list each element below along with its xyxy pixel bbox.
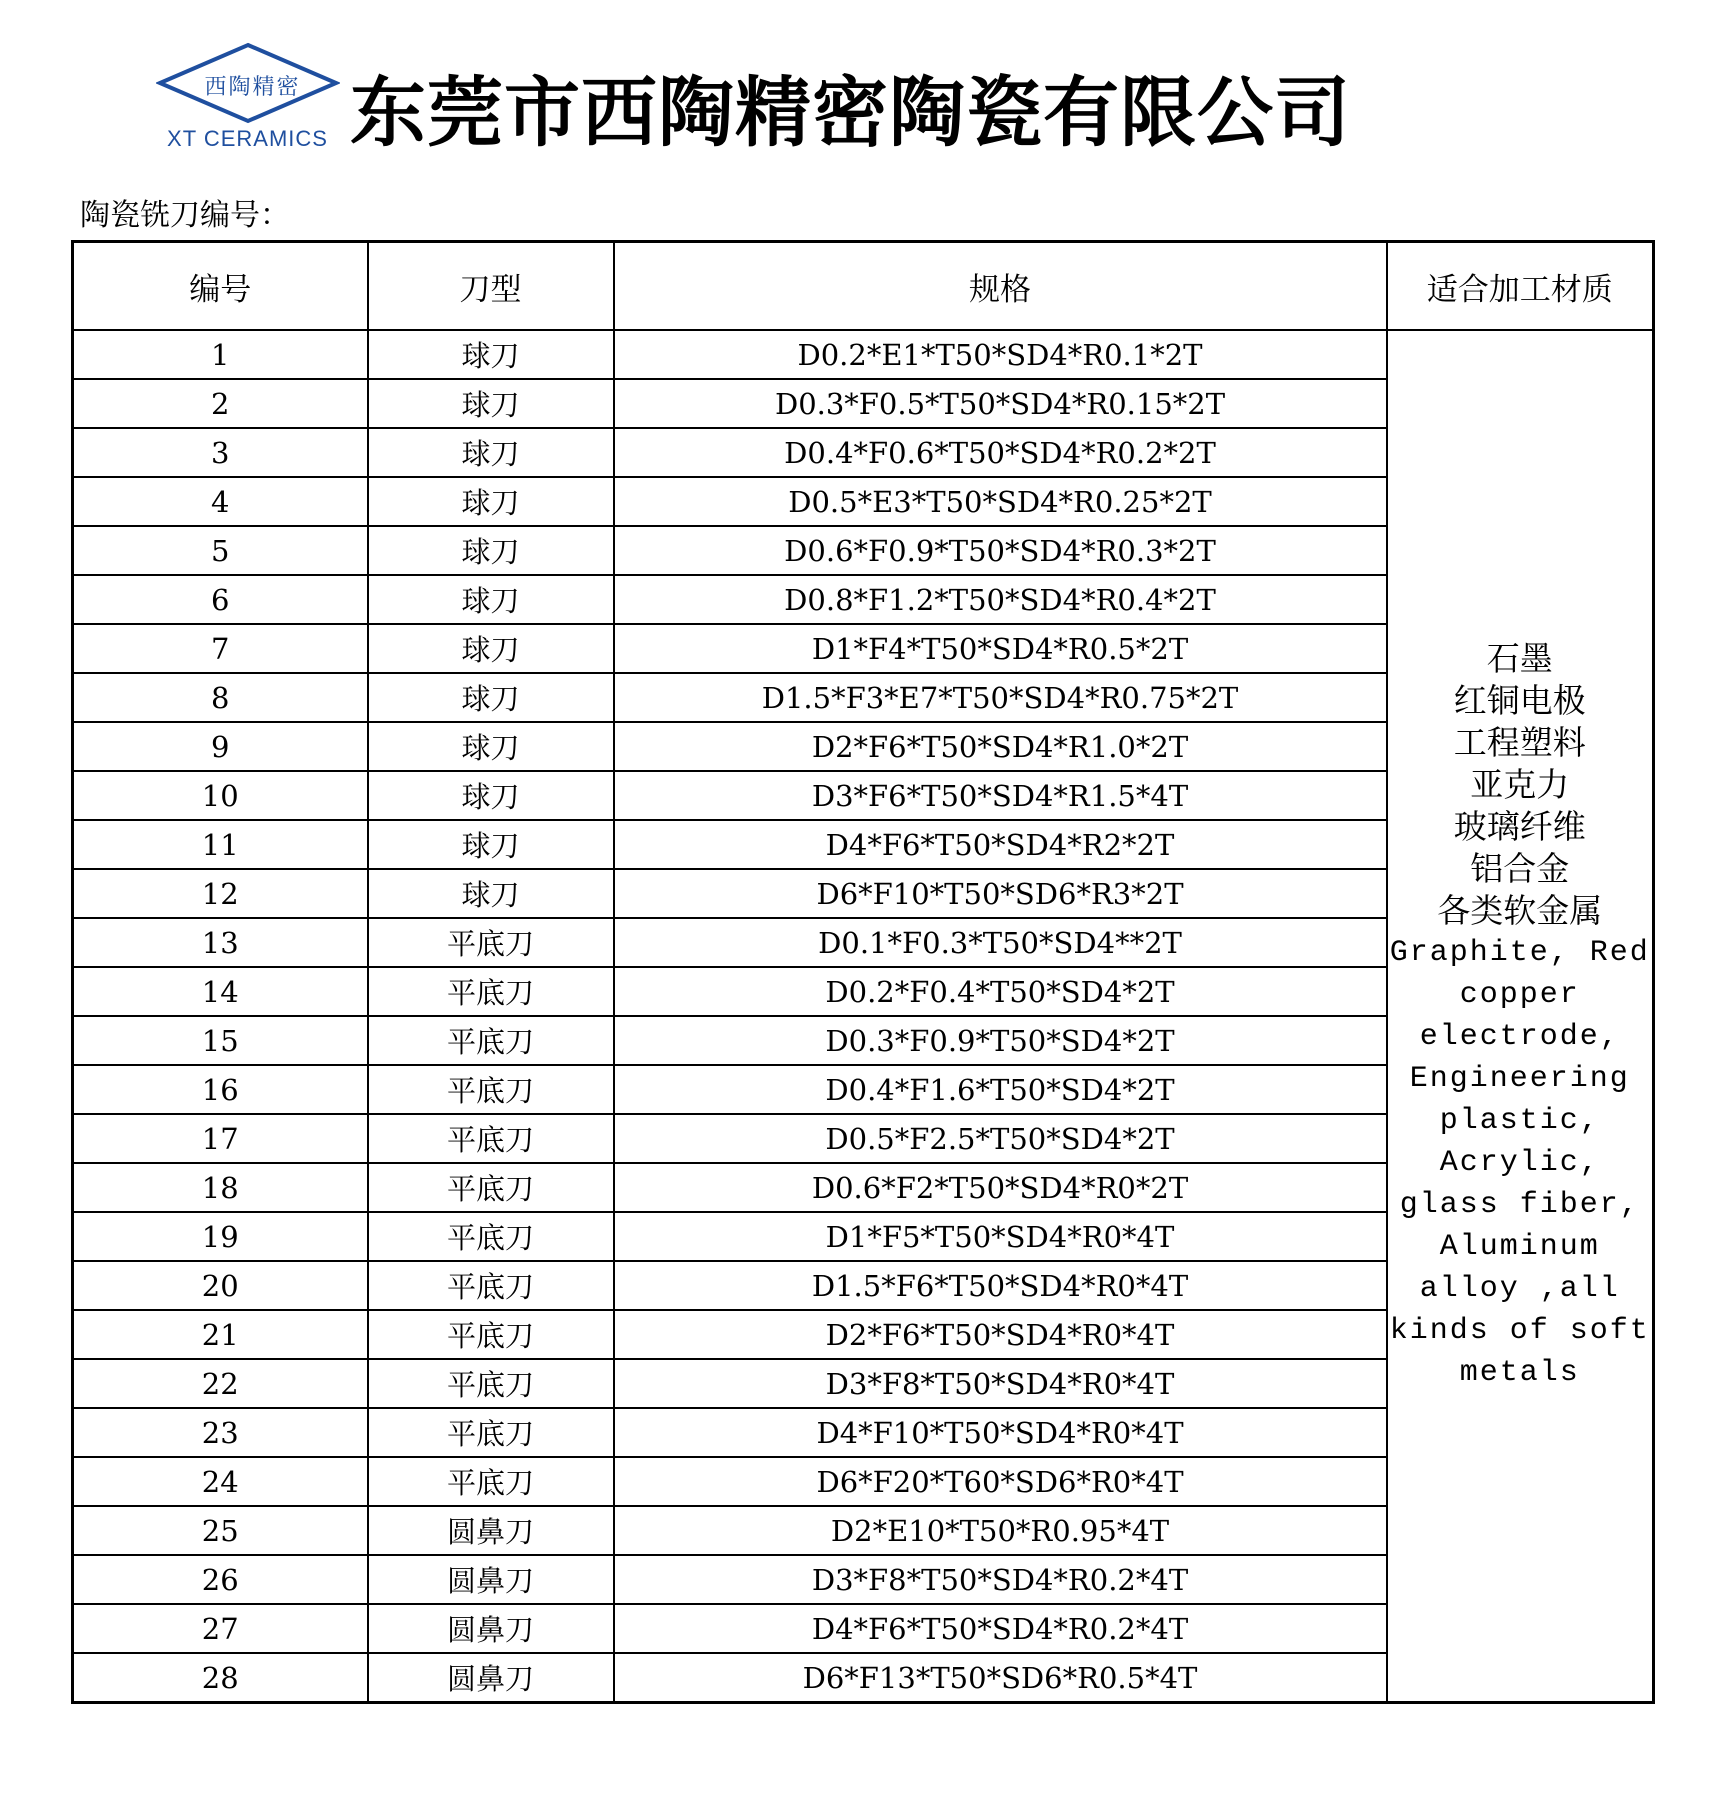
cell-number: 26 bbox=[73, 1555, 368, 1604]
cell-specification: D4*F10*T50*SD4*R0*4T bbox=[614, 1408, 1387, 1457]
cell-cutter-type: 圆鼻刀 bbox=[368, 1604, 614, 1653]
cell-number: 24 bbox=[73, 1457, 368, 1506]
cell-cutter-type: 球刀 bbox=[368, 673, 614, 722]
cell-cutter-type: 球刀 bbox=[368, 428, 614, 477]
col-header-type: 刀型 bbox=[368, 242, 614, 331]
cell-cutter-type: 球刀 bbox=[368, 330, 614, 379]
cell-number: 22 bbox=[73, 1359, 368, 1408]
cell-specification: D6*F20*T60*SD6*R0*4T bbox=[614, 1457, 1387, 1506]
cell-suitable-materials bbox=[1387, 330, 1654, 1703]
cell-cutter-type: 球刀 bbox=[368, 477, 614, 526]
cell-specification: D0.2*E1*T50*SD4*R0.1*2T bbox=[614, 330, 1387, 379]
cell-cutter-type: 球刀 bbox=[368, 722, 614, 771]
materials-english: Graphite, Red copper electrode, Engineering plastic, Acrylic, glass fiber, Aluminum alloy ,all kinds of soft metals bbox=[1389, 936, 1650, 1390]
cell-cutter-type: 球刀 bbox=[368, 526, 614, 575]
cell-number: 15 bbox=[73, 1016, 368, 1065]
cell-cutter-type: 平底刀 bbox=[368, 1457, 614, 1506]
cell-cutter-type: 平底刀 bbox=[368, 1261, 614, 1310]
cell-specification: D4*F6*T50*SD4*R2*2T bbox=[614, 820, 1387, 869]
col-header-number: 编号 bbox=[73, 242, 368, 331]
cell-number: 27 bbox=[73, 1604, 368, 1653]
material-item: 各类软金属 bbox=[1437, 891, 1603, 930]
cell-cutter-type: 球刀 bbox=[368, 869, 614, 918]
cell-specification: D0.3*F0.9*T50*SD4*2T bbox=[614, 1016, 1387, 1065]
material-item: 红铜电极 bbox=[1453, 681, 1586, 720]
cell-cutter-type: 平底刀 bbox=[368, 1114, 614, 1163]
cell-number: 21 bbox=[73, 1310, 368, 1359]
cell-number: 6 bbox=[73, 575, 368, 624]
cutter-spec-table bbox=[71, 240, 1655, 1704]
cell-cutter-type: 圆鼻刀 bbox=[368, 1506, 614, 1555]
cell-number: 4 bbox=[73, 477, 368, 526]
table-body bbox=[73, 330, 1654, 1703]
cell-number: 11 bbox=[73, 820, 368, 869]
cell-cutter-type: 平底刀 bbox=[368, 1408, 614, 1457]
col-header-materials: 适合加工材质 bbox=[1387, 242, 1654, 331]
cell-number: 28 bbox=[73, 1653, 368, 1703]
section-title: 陶瓷铣刀编号： bbox=[80, 198, 290, 233]
material-item: 亚克力 bbox=[1470, 765, 1570, 804]
cell-cutter-type: 球刀 bbox=[368, 575, 614, 624]
cell-number: 23 bbox=[73, 1408, 368, 1457]
cell-specification: D2*F6*T50*SD4*R1.0*2T bbox=[614, 722, 1387, 771]
cell-number: 9 bbox=[73, 722, 368, 771]
cell-cutter-type: 平底刀 bbox=[368, 967, 614, 1016]
cell-cutter-type: 球刀 bbox=[368, 820, 614, 869]
cell-number: 17 bbox=[73, 1114, 368, 1163]
cell-number: 8 bbox=[73, 673, 368, 722]
cell-number: 3 bbox=[73, 428, 368, 477]
table-header-row bbox=[73, 242, 1654, 331]
cell-number: 13 bbox=[73, 918, 368, 967]
cell-specification: D4*F6*T50*SD4*R0.2*4T bbox=[614, 1604, 1387, 1653]
cell-cutter-type: 圆鼻刀 bbox=[368, 1653, 614, 1703]
cell-specification: D0.5*E3*T50*SD4*R0.25*2T bbox=[614, 477, 1387, 526]
cell-specification: D2*F6*T50*SD4*R0*4T bbox=[614, 1310, 1387, 1359]
cell-specification: D6*F10*T50*SD6*R3*2T bbox=[614, 869, 1387, 918]
logo-chinese-text: 西陶精密 bbox=[204, 75, 301, 100]
cell-number: 14 bbox=[73, 967, 368, 1016]
logo-english-text: XT CERAMICS bbox=[167, 126, 328, 151]
cell-specification: D0.8*F1.2*T50*SD4*R0.4*2T bbox=[614, 575, 1387, 624]
cell-specification: D0.2*F0.4*T50*SD4*2T bbox=[614, 967, 1387, 1016]
cell-cutter-type: 球刀 bbox=[368, 624, 614, 673]
material-item: 工程塑料 bbox=[1453, 723, 1586, 762]
cell-specification: D1.5*F6*T50*SD4*R0*4T bbox=[614, 1261, 1387, 1310]
cell-cutter-type: 球刀 bbox=[368, 771, 614, 820]
cell-cutter-type: 平底刀 bbox=[368, 1310, 614, 1359]
company-logo bbox=[150, 38, 345, 153]
cell-specification: D1*F5*T50*SD4*R0*4T bbox=[614, 1212, 1387, 1261]
cell-specification: D0.6*F2*T50*SD4*R0*2T bbox=[614, 1163, 1387, 1212]
cell-cutter-type: 平底刀 bbox=[368, 1359, 614, 1408]
cell-number: 16 bbox=[73, 1065, 368, 1114]
cell-specification: D1*F4*T50*SD4*R0.5*2T bbox=[614, 624, 1387, 673]
cell-cutter-type: 平底刀 bbox=[368, 1163, 614, 1212]
cell-cutter-type: 平底刀 bbox=[368, 1212, 614, 1261]
col-header-spec: 规格 bbox=[614, 242, 1387, 331]
cell-cutter-type: 平底刀 bbox=[368, 1016, 614, 1065]
cell-specification: D0.1*F0.3*T50*SD4**2T bbox=[614, 918, 1387, 967]
cell-specification: D0.4*F0.6*T50*SD4*R0.2*2T bbox=[614, 428, 1387, 477]
cell-cutter-type: 球刀 bbox=[368, 379, 614, 428]
cell-specification: D3*F8*T50*SD4*R0.2*4T bbox=[614, 1555, 1387, 1604]
cell-specification: D6*F13*T50*SD6*R0.5*4T bbox=[614, 1653, 1387, 1703]
cell-number: 7 bbox=[73, 624, 368, 673]
material-item: 石墨 bbox=[1486, 639, 1553, 678]
cell-cutter-type: 平底刀 bbox=[368, 1065, 614, 1114]
cell-number: 5 bbox=[73, 526, 368, 575]
cell-number: 25 bbox=[73, 1506, 368, 1555]
cell-specification: D3*F8*T50*SD4*R0*4T bbox=[614, 1359, 1387, 1408]
cell-number: 1 bbox=[73, 330, 368, 379]
cell-specification: D3*F6*T50*SD4*R1.5*4T bbox=[614, 771, 1387, 820]
cell-specification: D0.5*F2.5*T50*SD4*2T bbox=[614, 1114, 1387, 1163]
material-item: 玻璃纤维 bbox=[1453, 807, 1586, 846]
cell-specification: D0.6*F0.9*T50*SD4*R0.3*2T bbox=[614, 526, 1387, 575]
cell-specification: D1.5*F3*E7*T50*SD4*R0.75*2T bbox=[614, 673, 1387, 722]
material-item: 铝合金 bbox=[1470, 849, 1570, 888]
cell-number: 20 bbox=[73, 1261, 368, 1310]
company-name: 东莞市西陶精密陶瓷有限公司 bbox=[350, 68, 1351, 157]
cell-number: 19 bbox=[73, 1212, 368, 1261]
cell-number: 10 bbox=[73, 771, 368, 820]
cell-cutter-type: 平底刀 bbox=[368, 918, 614, 967]
cell-cutter-type: 圆鼻刀 bbox=[368, 1555, 614, 1604]
cell-specification: D0.4*F1.6*T50*SD4*2T bbox=[614, 1065, 1387, 1114]
page-header bbox=[150, 38, 1410, 158]
cell-number: 18 bbox=[73, 1163, 368, 1212]
cell-number: 2 bbox=[73, 379, 368, 428]
cell-specification: D2*E10*T50*R0.95*4T bbox=[614, 1506, 1387, 1555]
cell-number: 12 bbox=[73, 869, 368, 918]
table-row bbox=[73, 330, 1654, 379]
cell-specification: D0.3*F0.5*T50*SD4*R0.15*2T bbox=[614, 379, 1387, 428]
